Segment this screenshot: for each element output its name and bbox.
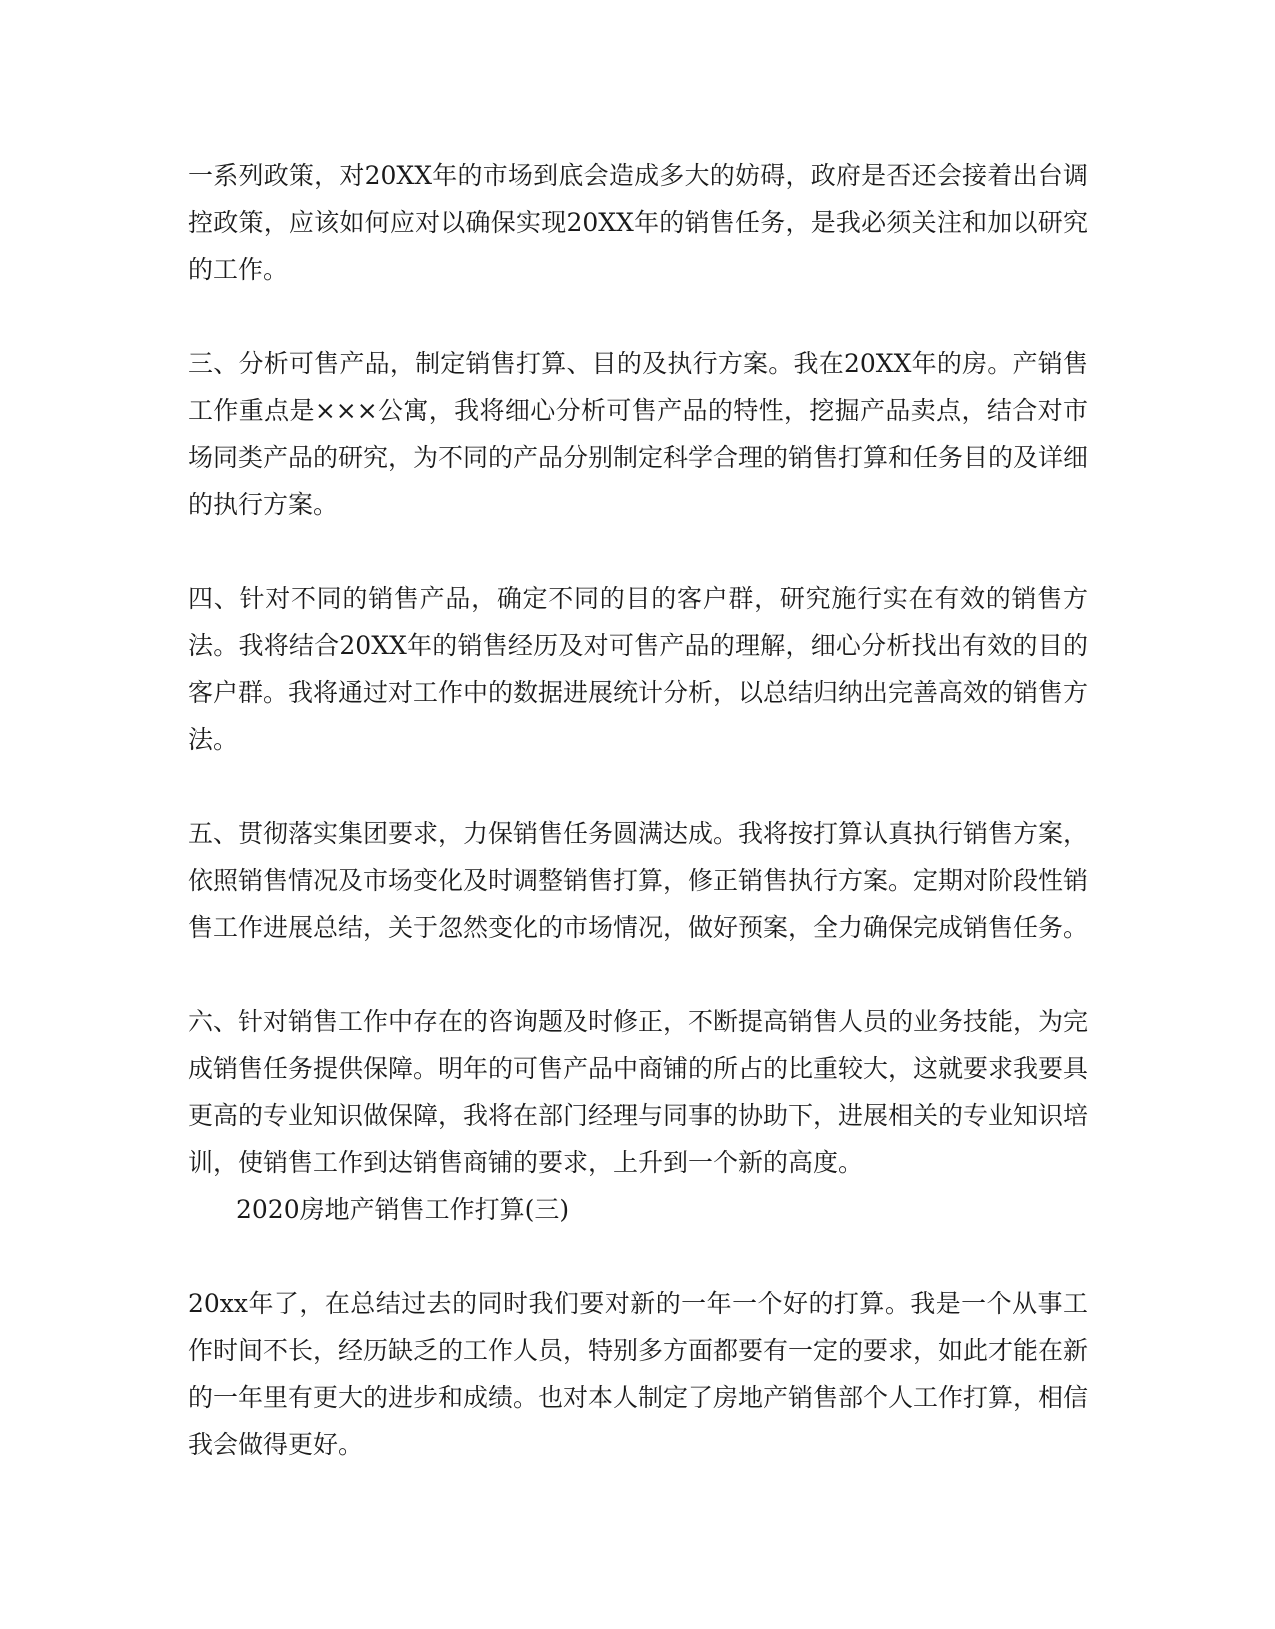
document-body	[188, 152, 1088, 1468]
paragraph-gap	[188, 951, 1088, 998]
paragraph-closing: 20xx年了，在总结过去的同时我们要对新的一年一个好的打算。我是一个从事工作时间不长，经历缺乏的工作人员，特别多方面都要有一定的要求，如此才能在新的一年里有更大的进步和成绩。也对本人制定了房地产销售部个人工作打算，相信我会做得更好。	[188, 1289, 1089, 1459]
paragraph-gap	[188, 293, 1088, 340]
paragraph-section-6: 六、针对销售工作中存在的咨询题及时修正，不断提高销售人员的业务技能，为完成销售任务提供保障。明年的可售产品中商铺的所占的比重较大，这就要求我要具更高的专业知识做保障，我将在部门经理与同事的协助下，进展相关的专业知识培训，使销售工作到达销售商铺的要求，上升到一个新的高度。	[188, 1007, 1089, 1177]
paragraph-section-3: 三、分析可售产品，制定销售打算、目的及执行方案。我在20XX年的房。产销售工作重点是×××公寓，我将细心分析可售产品的特性，挖掘产品卖点，结合对市场同类产品的研究，为不同的产品分别制定科学合理的销售打算和任务目的及详细的执行方案。	[188, 349, 1089, 519]
paragraph-gap	[188, 1233, 1088, 1280]
paragraph-gap	[188, 763, 1088, 810]
paragraph-policy: 一系列政策，对20XX年的市场到底会造成多大的妨碍，政府是否还会接着出台调控政策，应该如何应对以确保实现20XX年的销售任务，是我必须关注和加以研究的工作。	[188, 161, 1088, 284]
section-title: 2020房地产销售工作打算(三)	[236, 1195, 570, 1224]
paragraph-gap	[188, 528, 1088, 575]
paragraph-section-4: 四、针对不同的销售产品，确定不同的目的客户群，研究施行实在有效的销售方法。我将结合20XX年的销售经历及对可售产品的理解，细心分析找出有效的目的客户群。我将通过对工作中的数据进展统计分析，以总结归纳出完善高效的销售方法。	[188, 584, 1089, 754]
paragraph-section-5: 五、贯彻落实集团要求，力保销售任务圆满达成。我将按打算认真执行销售方案，依照销售情况及市场变化及时调整销售打算，修正销售执行方案。定期对阶段性销售工作进展总结，关于忽然变化的市场情况，做好预案，全力确保完成销售任务。	[188, 819, 1089, 942]
